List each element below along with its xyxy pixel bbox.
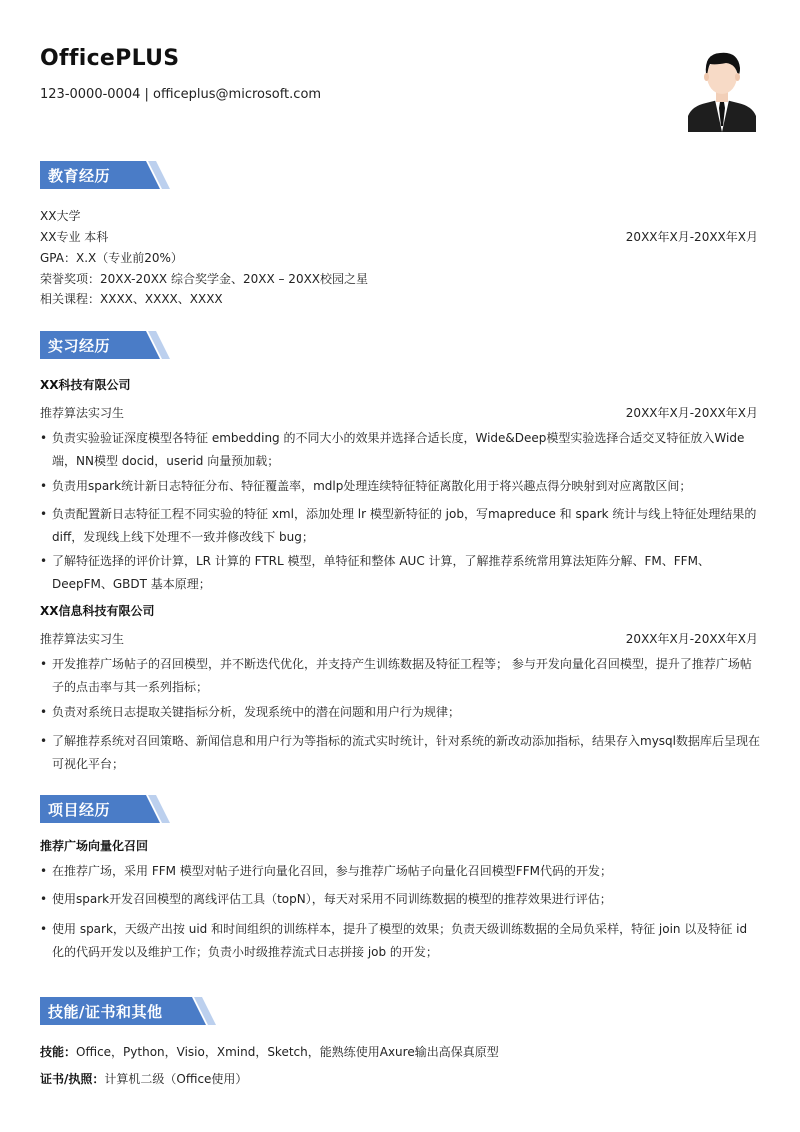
certificates-label: 证书/执照： (40, 1072, 105, 1086)
bullet-text: 负责实验验证深度模型各特征 embedding 的不同大小的效果并选择合适长度，Wide&Deep模型实验选择合适交叉特征放入Wide端，NN模型 docid，userid 向量预加载； (52, 431, 745, 468)
candidate-name: OfficePLUS (40, 46, 180, 71)
certificates-value: 计算机二级（Office使用） (104, 1072, 248, 1086)
bullet-icon: • (40, 734, 48, 748)
list-item (40, 653, 760, 699)
certificates-row (40, 1070, 247, 1087)
section-internship-header (40, 331, 220, 359)
section-education-header (40, 161, 220, 189)
bullet-text: 了解特征选择的评价计算，LR 计算的 FTRL 模型，单特征和整体 AUC 计算，了解推荐系统常用算法矩阵分解、FM、FFM、DeepFM、GBDT 基本原理； (52, 554, 710, 591)
bullet-icon: • (40, 705, 48, 719)
bullet-text: 了解推荐系统对召回策略、新闻信息和用户行为等指标的流式实时统计，针对系统的新改动添加指标，结果存入mysql数据库后呈现在可视化平台； (52, 734, 760, 771)
company-name: XX信息科技有限公司 (40, 604, 155, 618)
major-degree: XX专业 本科 (40, 230, 109, 244)
project-name: 推荐广场向量化召回 (40, 839, 149, 853)
list-item (40, 860, 760, 883)
job-role: 推荐算法实习生 (40, 632, 125, 646)
job-period: 20XX年X月-20XX年X月 (625, 632, 758, 646)
list-item (40, 475, 760, 498)
job-period: 20XX年X月-20XX年X月 (625, 406, 758, 420)
list-item (40, 888, 760, 911)
bullet-text: 负责对系统日志提取关键指标分析，发现系统中的潜在问题和用户行为规律； (52, 705, 461, 719)
education-period: 20XX年X月-20XX年X月 (625, 230, 758, 244)
bullet-icon: • (40, 892, 48, 906)
bullet-icon: • (40, 657, 48, 671)
bullet-text: 负责配置新日志特征工程不同实验的特征 xml，添加处理 lr 模型新特征的 job，写mapreduce 和 spark 统计与线上特征处理结果的diff，发现线上线下处理不一致并修改线下 bug； (52, 507, 757, 544)
list-item (40, 730, 760, 776)
bullet-text: 负责用spark统计新日志特征分布、特征覆盖率，mdlp处理连续特征特征离散化用于将兴趣点得分映射到对应离散区间； (52, 479, 692, 493)
honors: 荣誉奖项：20XX-20XX 综合奖学金、20XX – 20XX校园之星 (40, 272, 369, 286)
avatar (688, 46, 756, 132)
section-skills-header (40, 997, 220, 1025)
section-title: 教育经历 (48, 167, 111, 185)
section-projects-header (40, 795, 220, 823)
courses: 相关课程：XXXX、XXXX、XXXX (40, 292, 223, 306)
skills-row (40, 1043, 499, 1060)
bullet-icon: • (40, 431, 48, 445)
bullet-text: 开发推荐广场帖子的召回模型，并不断迭代优化，并支持产生训练数据及特征工程等； 参与开发向量化召回模型，提升了推荐广场帖子的点击率与其一系列指标； (52, 657, 752, 694)
section-title: 项目经历 (48, 801, 111, 819)
bullet-icon: • (40, 507, 48, 521)
company-name: XX科技有限公司 (40, 378, 131, 392)
bullet-text: 使用 spark，天级产出按 uid 和时间组织的训练样本，提升了模型的效果；负责天级训练数据的全局负采样，特征 join 以及特征 id 化的代码开发以及维护工作；负责小时级推荐流式日志拼接 job 的开发； (52, 922, 748, 959)
list-item (40, 701, 760, 724)
bullet-icon: • (40, 479, 48, 493)
bullet-text: 在推荐广场，采用 FFM 模型对帖子进行向量化召回，参与推荐广场帖子向量化召回模型FFM代码的开发； (52, 864, 612, 878)
list-item (40, 550, 760, 596)
job-role: 推荐算法实习生 (40, 406, 125, 420)
contact-info: 123-0000-0004 | officeplus@microsoft.com (40, 87, 322, 102)
gpa: GPA：X.X（专业前20%） (40, 251, 183, 265)
bullet-icon: • (40, 864, 48, 878)
list-item (40, 918, 760, 964)
list-item (40, 503, 760, 549)
list-item (40, 427, 760, 473)
school-name: XX大学 (40, 209, 81, 223)
skills-label: 技能： (40, 1045, 77, 1059)
section-title: 技能/证书和其他 (48, 1003, 163, 1021)
bullet-text: 使用spark开发召回模型的离线评估工具（topN），每天对采用不同训练数据的模型的推荐效果进行评估； (52, 892, 612, 906)
bullet-icon: • (40, 922, 48, 936)
bullet-icon: • (40, 554, 48, 568)
skills-value: Office，Python，Visio，Xmind，Sketch，能熟练使用Axure输出高保真原型 (76, 1045, 499, 1059)
section-title: 实习经历 (48, 337, 111, 355)
